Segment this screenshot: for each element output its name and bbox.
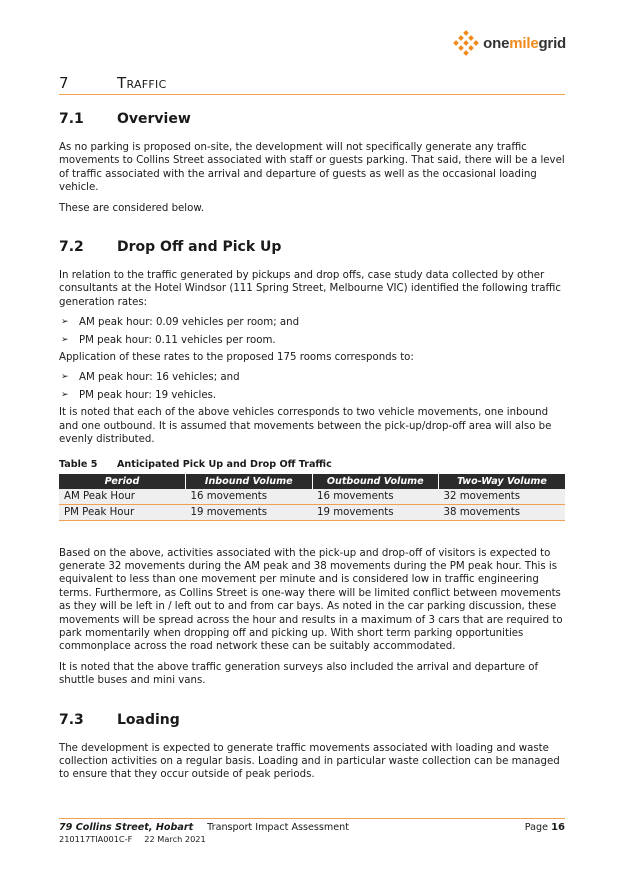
section-7-heading: [59, 74, 565, 95]
list-item: ➢ AM peak hour: 16 vehicles; and: [61, 372, 240, 384]
rates-list: [59, 316, 565, 347]
table-cell: 38 movements: [439, 504, 566, 520]
site-address: 79 Collins Street, Hobart: [59, 822, 194, 833]
vehicles-list: [59, 371, 565, 402]
section-number: 7.3: [59, 711, 84, 728]
arrow-bullet-icon: ➢: [61, 389, 69, 400]
list-item: ➢ PM peak hour: 0.11 vehicles per room.: [61, 334, 276, 346]
section-7-2-heading: [59, 239, 565, 255]
section-title: Overview: [117, 111, 191, 127]
onemilegrid-logo: [453, 30, 566, 56]
table-row: [59, 489, 565, 505]
document-ref: 210117TIA001C-F: [59, 834, 133, 844]
page-number: Page 16: [524, 822, 565, 833]
table-cell: AM Peak Hour: [59, 489, 186, 505]
list-item: ➢ AM peak hour: 0.09 vehicles per room; and: [61, 317, 300, 329]
table-header-row: [59, 474, 565, 489]
footer-main-row: [59, 822, 565, 833]
section-number: 7: [59, 74, 69, 92]
table-title: Anticipated Pick Up and Drop Off Traffic: [117, 458, 332, 470]
dropoff-paragraph: In relation to the traffic generated by pickups and drop offs, case study data collected by other consultants at the Hotel Windsor (111 Spring Street, Melbourne VIC) identified the following traffic generation rates:: [59, 270, 561, 308]
table-cell: 19 movements: [186, 504, 313, 520]
overview-paragraph: As no parking is proposed on-site, the development will not specifically generate any traffic movements to Collins Street associated with staff or guests parking. That said, there will be a level of traffic associated with the arrival and departure of guests as well as the occasional loading vehicle.: [59, 142, 565, 194]
arrow-bullet-icon: ➢: [61, 372, 69, 383]
loading-paragraph: The development is expected to generate traffic movements associated with loading and waste collection activities on a regular basis. Loading and in particular waste collection can be managed to ensure that they occur outside of peak periods.: [59, 742, 560, 781]
arrow-bullet-icon: ➢: [61, 334, 69, 345]
logo-wordmark: onemilegrid: [483, 34, 566, 52]
table-caption: [59, 459, 565, 470]
section-title: Loading: [117, 711, 180, 728]
table-cell: PM Peak Hour: [59, 504, 186, 520]
arrow-bullet-icon: ➢: [61, 317, 69, 328]
list-item: ➢ PM peak hour: 19 vehicles.: [61, 389, 217, 401]
dropoff-paragraph: It is noted that each of the above vehicles corresponds to two vehicle movements, one inbound and one outbound. It is assumed that movements between the pick-up/drop-off area will also be evenly distributed.: [59, 407, 552, 446]
section-number: 7.2: [59, 239, 84, 256]
column-header: Outbound Volume: [312, 474, 439, 489]
table-cell: 16 movements: [186, 489, 313, 505]
table-label: Table 5: [59, 458, 98, 470]
column-header: Inbound Volume: [186, 474, 313, 489]
document-title: Transport Impact Assessment: [207, 822, 350, 833]
dropoff-paragraph: Based on the above, activities associated with the pick-up and drop-off of visitors is expected to generate 32 movements during the AM peak and 38 movements during the PM peak hour. This is equivalent to less than one movement per minute and is considered low in traffic engineering terms. Furthermore, as Collins Street is one-way there will be limited conflict between movements as they will be left in / left out to and from car bays. As noted in the car parking discussion, these movements will be spread across the hour and results in a maximum of 3 cars that are required to park momentarily when dropping off and picking up. With short term parking opportunities commonplace across the road network these can be suitably accommodated.: [59, 547, 563, 653]
column-header: Two-Way Volume: [439, 474, 566, 489]
grid-logo-icon: [453, 30, 479, 56]
page-footer: [59, 818, 565, 844]
table-cell: 16 movements: [312, 489, 439, 505]
table-row: [59, 504, 565, 520]
section-title: Traffic: [117, 74, 167, 92]
traffic-table: [59, 474, 565, 521]
section-number: 7.1: [59, 111, 84, 127]
table-cell: 32 movements: [439, 489, 566, 505]
document-date: 22 March 2021: [144, 834, 206, 844]
column-header: Period: [59, 474, 186, 489]
overview-paragraph: These are considered below.: [59, 202, 205, 214]
section-title: Drop Off and Pick Up: [117, 239, 282, 256]
dropoff-paragraph: Application of these rates to the proposed 175 rooms corresponds to:: [59, 352, 414, 364]
dropoff-paragraph: It is noted that the above traffic generation surveys also included the arrival and departure of shuttle buses and mini vans.: [59, 661, 539, 687]
page-content: [59, 74, 565, 789]
table-cell: 19 movements: [312, 504, 439, 520]
section-7-3-heading: [59, 712, 565, 728]
footer-ref-row: [59, 834, 565, 844]
section-7-1-heading: [59, 111, 565, 127]
